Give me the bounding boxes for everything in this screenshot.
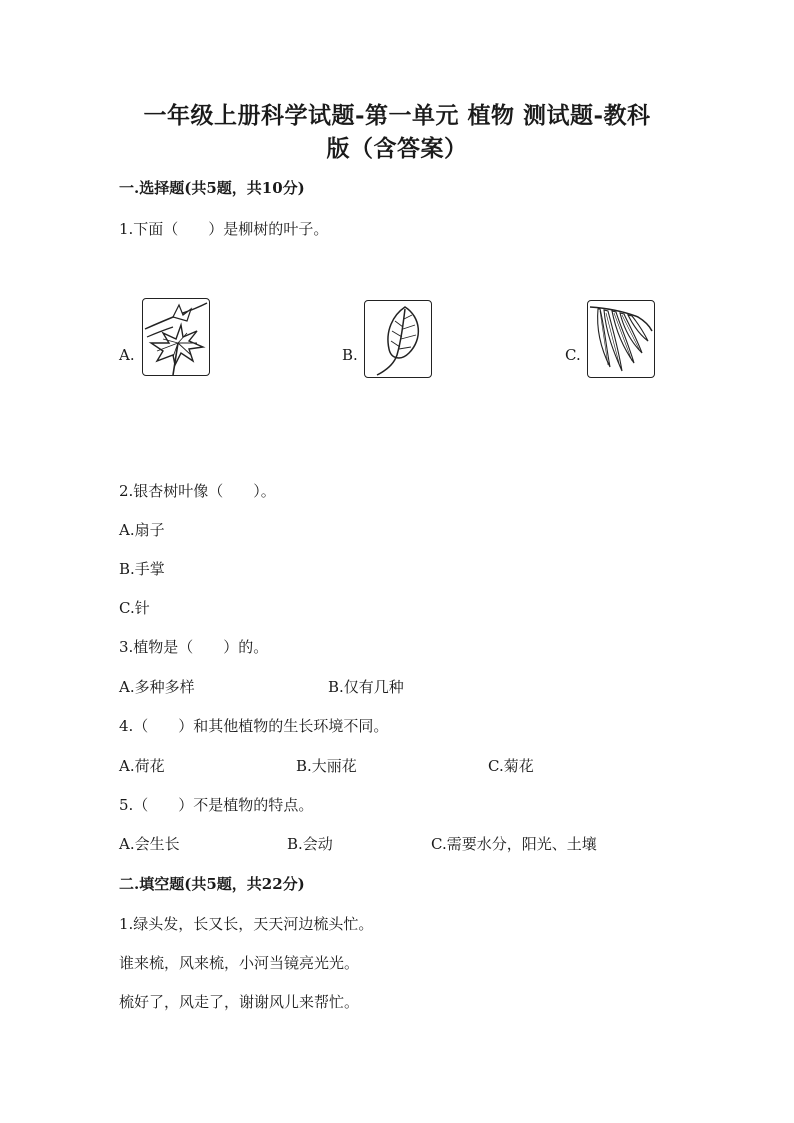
q5-option-b[interactable]: B.会动 [287, 835, 333, 853]
q1-option-b-label[interactable]: B. [342, 346, 358, 364]
q5-option-a[interactable]: A.会生长 [119, 835, 180, 853]
maple-leaf-drawing [143, 299, 209, 375]
page-title-line2: 版（含答案） [326, 135, 468, 162]
section2-q1-line3: 梳好了，风走了，谢谢风儿来帮忙。 [119, 993, 360, 1011]
q3-option-a[interactable]: A.多种多样 [119, 678, 195, 696]
question-3-stem: 3.植物是（ ）的。 [119, 638, 269, 656]
q4-option-a[interactable]: A.荷花 [119, 757, 165, 775]
q1-option-a-label[interactable]: A. [119, 346, 135, 364]
q5-option-c[interactable]: C.需要水分，阳光、土壤 [431, 835, 597, 853]
willow-leaf-icon[interactable] [587, 300, 655, 378]
willow-leaf-drawing [588, 301, 654, 377]
section1-heading: 一.选择题(共5题，共10分) [119, 179, 305, 197]
q2-option-a[interactable]: A.扇子 [119, 521, 165, 539]
page-title-line1: 一年级上册科学试题-第一单元 植物 测试题-教科 [143, 102, 651, 129]
q2-option-c[interactable]: C.针 [119, 599, 150, 617]
oval-leaf-icon[interactable] [364, 300, 432, 378]
maple-leaf-icon[interactable] [142, 298, 210, 376]
q2-option-b[interactable]: B.手掌 [119, 560, 165, 578]
section2-q1-line2: 谁来梳，风来梳，小河当镜亮光光。 [119, 954, 360, 972]
q4-option-c[interactable]: C.菊花 [488, 757, 534, 775]
q4-option-b[interactable]: B.大丽花 [296, 757, 357, 775]
question-2-stem: 2.银杏树叶像（ ）。 [119, 482, 276, 500]
section2-heading: 二.填空题(共5题，共22分) [119, 875, 305, 893]
question-1-stem: 1.下面（ ）是柳树的叶子。 [119, 220, 329, 238]
section2-q1-line1: 1.绿头发，长又长，天天河边梳头忙。 [119, 915, 374, 933]
q3-option-b[interactable]: B.仅有几种 [328, 678, 404, 696]
q1-option-c-label[interactable]: C. [565, 346, 581, 364]
oval-leaf-drawing [365, 301, 431, 377]
question-4-stem: 4.（ ）和其他植物的生长环境不同。 [119, 717, 389, 735]
question-5-stem: 5.（ ）不是植物的特点。 [119, 796, 314, 814]
